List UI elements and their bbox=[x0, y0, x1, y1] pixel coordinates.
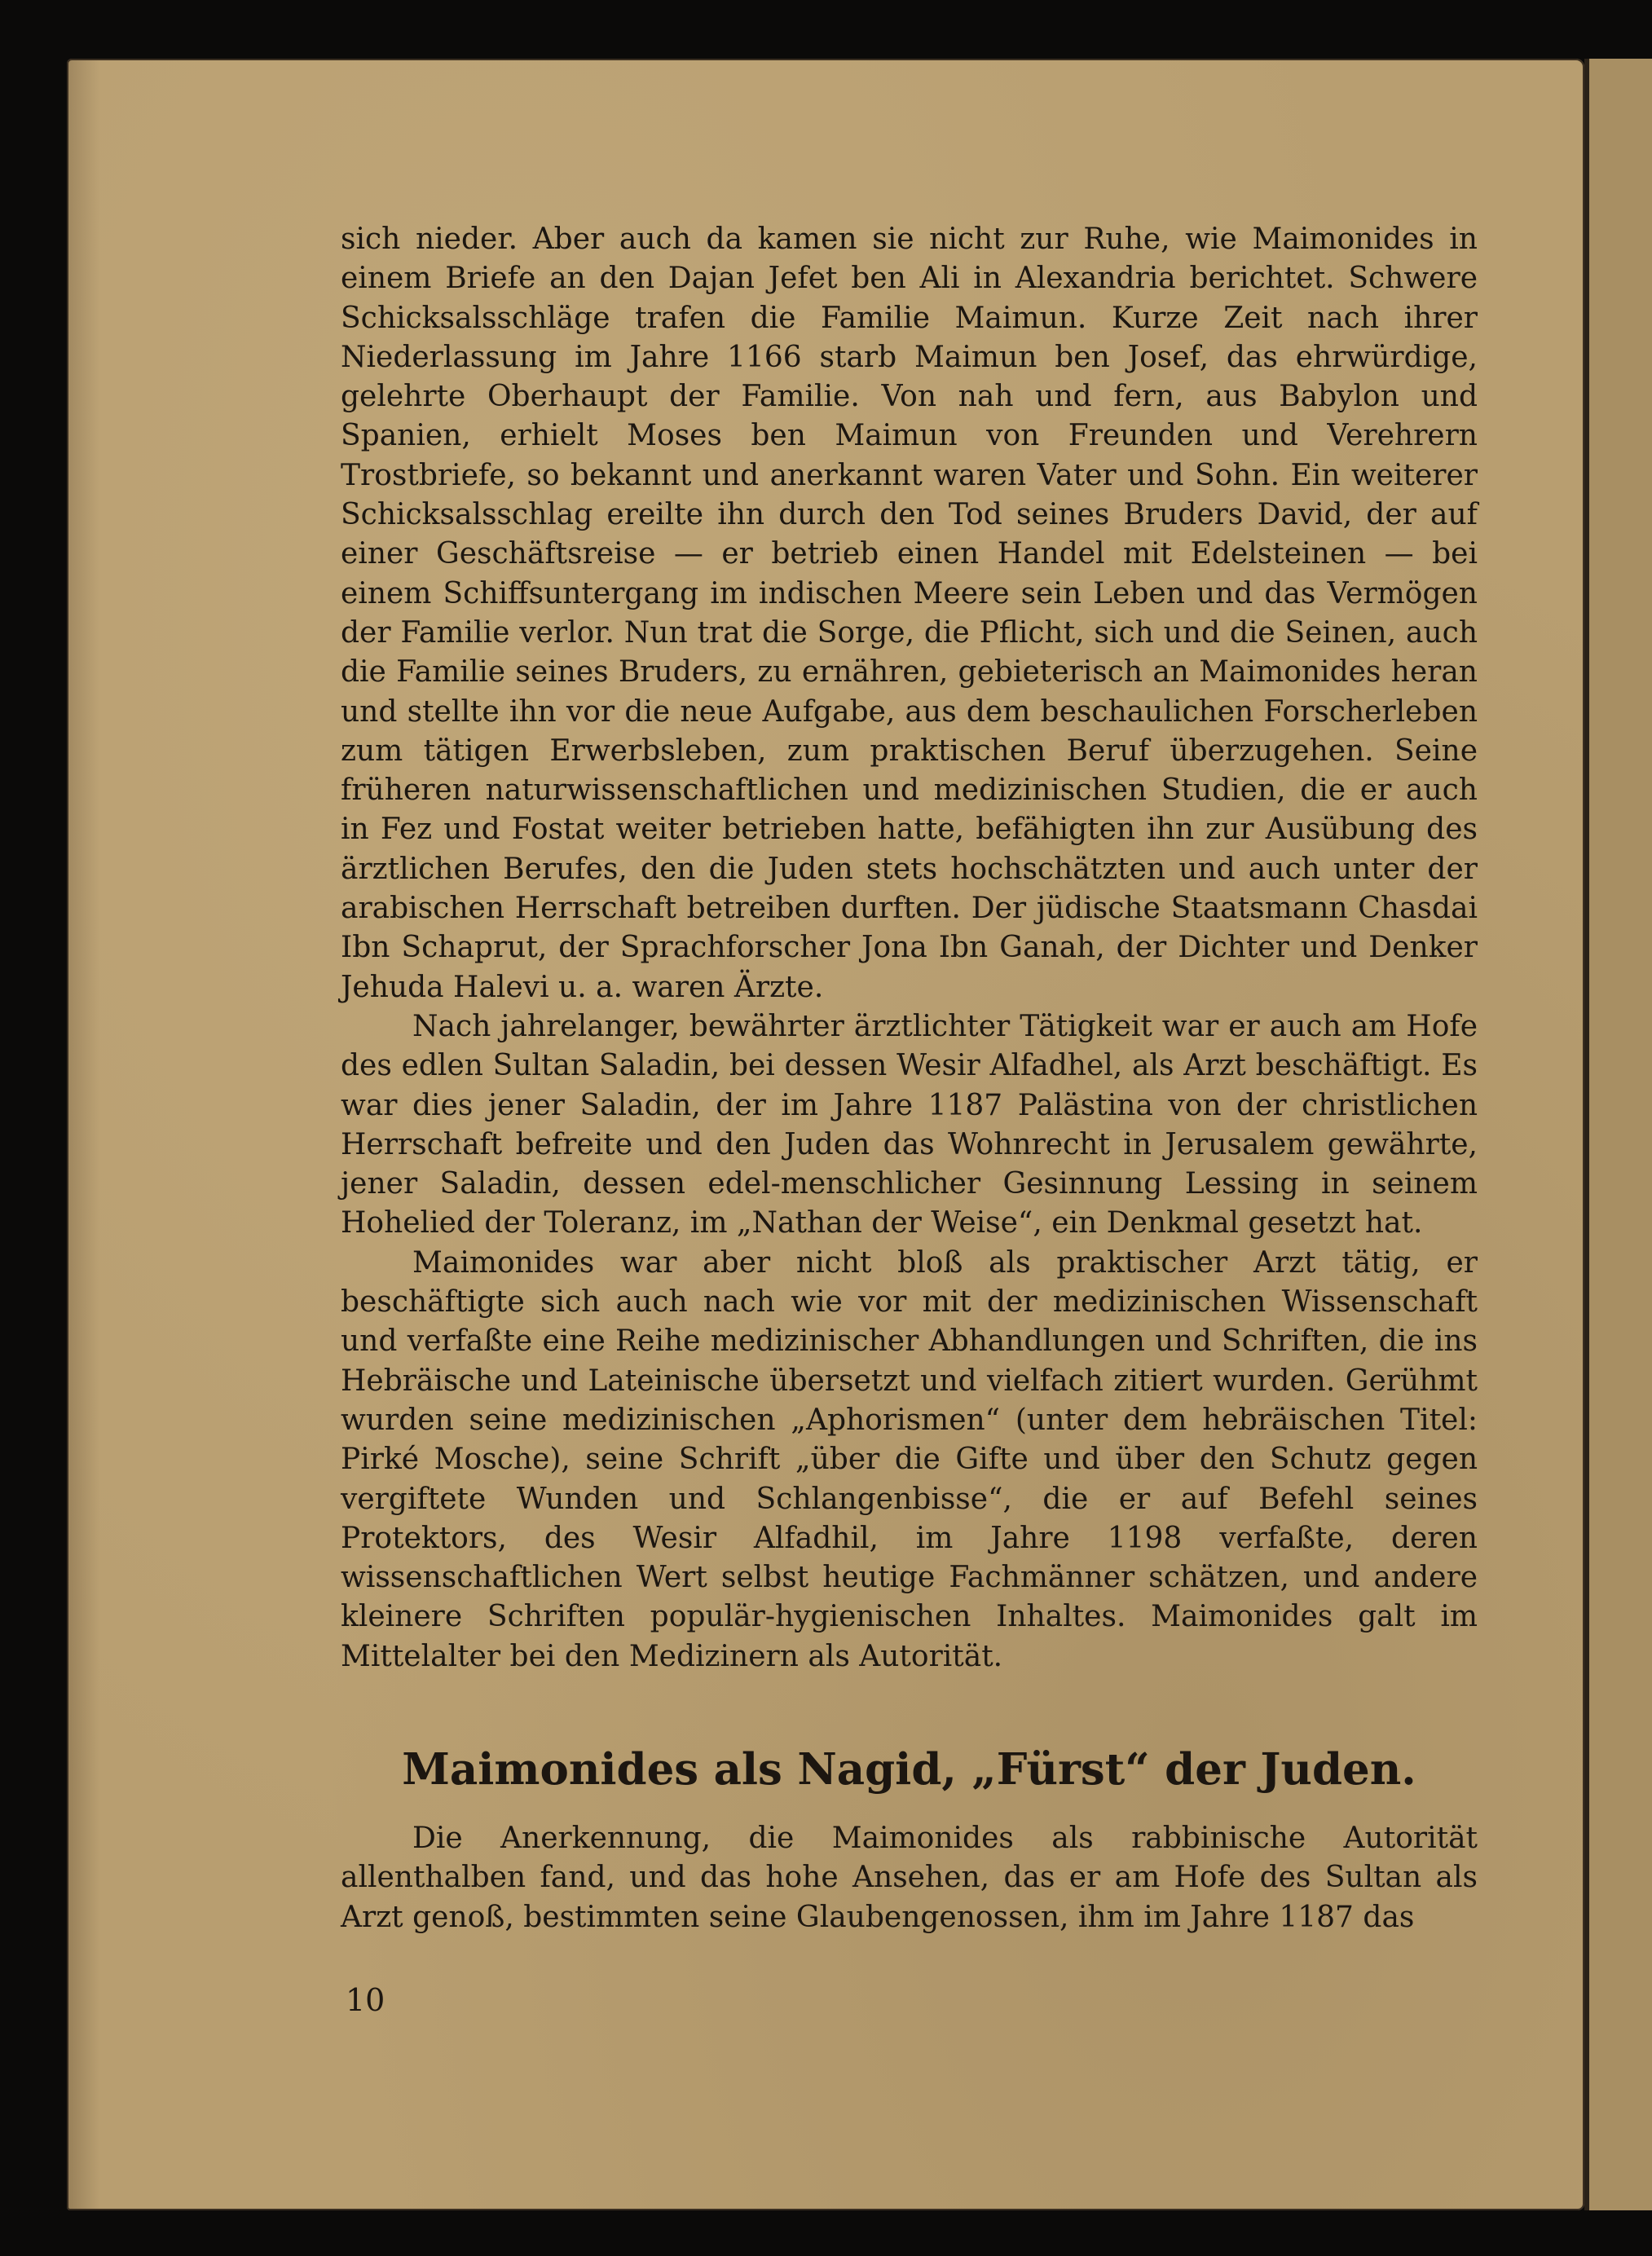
paragraph-3: Maimonides war aber nicht bloß als praktischer Arzt tätig, er beschäftigte sich auch nach wie vor mit der medizinischen Wissenschaft und verfaßte eine Reihe medizinischer Abhandlungen und Schriften, die ins Hebräische und Lateinische übersetzt und vielfach zitiert wurden. Gerühmt wurden seine medizinischen „Aphorismen“ (unter dem hebräischen Titel: Pirké Mosche), seine Schrift „über die Gifte und über den Schutz gegen vergiftete Wunden und Schlangenbisse“, die er auf Befehl seines Protektors, des Wesir Alfadhil, im Jahre 1198 verfaßte, deren wissenschaftlichen Wert selbst heutige Fachmänner schätzen, und andere kleinere Schriften populär-hygienischen Inhaltes. Maimonides galt im Mittelalter bei den Medizinern als Autorität. bbox=[341, 1245, 1478, 1673]
paragraph-4: Die Anerkennung, die Maimonides als rabbinische Autorität allenthalben fand, und das hohe Ansehen, das er am Hofe des Sultan als Arzt genoß, bestimmten seine Glaubengenossen, ihm im Jahre 1187 das bbox=[341, 1822, 1478, 1934]
paragraph-2: Nach jahrelanger, bewährter ärztlichter Tätigkeit war er auch am Hofe des edlen Sultan Saladin, bei dessen Wesir Alfadhel, als Arzt beschäftigt. Es war dies jener Saladin, der im Jahre 1187 Palästina von der christlichen Herrschaft befreite und den Juden das Wohnrecht in Jerusalem gewährte, jener Saladin, dessen edel-menschlicher Gesinnung Lessing in seinem Hohelied der Toleranz, im „Nathan der Weise“, ein Denkmal gesetzt hat. bbox=[341, 1009, 1478, 1240]
paragraph-1: sich nieder. Aber auch da kamen sie nicht zur Ruhe, wie Maimonides in einem Briefe an den Dajan Jefet ben Ali in Alexandria berichtet. Schwere Schicksalsschläge trafen die Familie Maimun. Kurze Zeit nach ihrer Niederlassung im Jahre 1166 starb Maimun ben Josef, das ehrwürdige, gelehrte Oberhaupt der Familie. Von nah und fern, aus Babylon und Spanien, erhielt Moses ben Maimun von Freunden und Verehrern Trostbriefe, so bekannt und anerkannt waren Vater und Sohn. Ein weiterer Schicksalsschlag ereilte ihn durch den Tod seines Bruders David, der auf einer Geschäftsreise — er betrieb einen Handel mit Edelsteinen — bei einem Schiffsuntergang im indischen Meere sein Leben und das Vermögen der Familie verlor. Nun trat die Sorge, die Pflicht, sich und die Seinen, auch die Familie seines Bruders, zu ernähren, gebieterisch an Maimonides heran und stellte ihn vor die neue Aufgabe, aus dem beschaulichen Forscherleben zum tätigen Erwerbsleben, zum praktischen Beruf überzugehen. Seine früheren naturwissenschaftlichen und medizinischen Studien, die er auch in Fez und Fostat weiter betrieben hatte, befähigten ihn zur Ausübung des ärztlichen Berufes, den die Juden stets hochschätzten und auch unter der arabischen Herrschaft betreiben durften. Der jüdische Staatsmann Chasdai Ibn Schaprut, der Sprachforscher Jona Ibn Ganah, der Dichter und Denker Jehuda Halevi u. a. waren Ärzte. bbox=[341, 223, 1478, 1004]
page-number: 10 bbox=[346, 1982, 385, 2018]
body-text bbox=[341, 220, 1478, 1677]
book-spine bbox=[1584, 59, 1652, 2210]
section-heading: Maimonides als Nagid, „Fürst“ der Juden. bbox=[402, 1744, 1416, 1795]
